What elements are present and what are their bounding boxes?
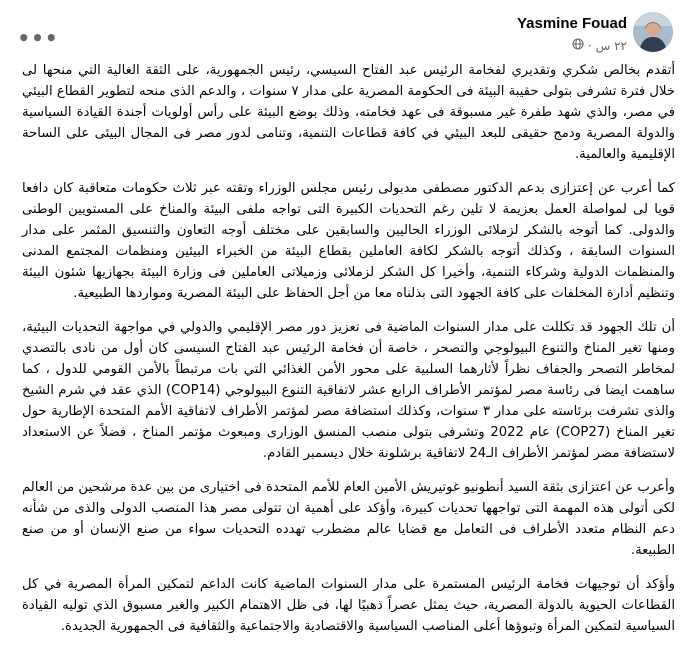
post-meta [572, 38, 627, 53]
post-text [22, 60, 675, 650]
post-time[interactable]: ٢٢ س [595, 38, 627, 53]
post-paragraph: كما أعرب عن إعتزازى بدعم الدكتور مصطفى مدبولى رئيس مجلس الوزراء وتقته عبر ثلاث حكومات متعاقبة كان دافعا قويا لى لمواصلة العمل بعزيمة لا تلين رغم التحديات الكبيرة التى تواجه ملفى البيئة والمناخ على المستويين الوطنى والدولى. كما أتوجه بالشكر لزملائى الوزراء الحاليين والسابقين على مختلف أوجه التعاون والتنسيق المثمر على مدار السنوات السابقة ، وكذلك أتوجه بالشكر لكافة العاملين بقطاع البيئة من الخبراء البيئين ومنظمات المجتمع المدنى والمنظمات الدولية وشركاء التنمية، وأخيرا كل الشكر لزملائى وزميلاتى العاملين فى وزارة البيئة بجهازيها شئون البيئة وتنظيم أدارة المخلفات على كافة الجهود التى بذلناه معا من أجل الحفاظ على البيئة المصرية ومواردها الطبيعية. [22, 181, 675, 301]
more-horizontal-icon: ••• [17, 26, 59, 50]
separator-dot: · [587, 38, 592, 53]
post-paragraph: أتقدم بخالص شكري وتقديري لفخامة الرئيس عبد الفتاح السيسي، رئيس الجمهورية، على الثقة الغالية التي منحها لى خلال فترة تشرفى بتولى حقيبة البيئة فى الحكومة المصرية على مدار ٧ سنوات ، والدعم الذى منحه لتطوير القطاع البيئي في مصر، والذي شهد طفرة غير مسبوقة فى عهد فخامته، وذلك بوضع البيئة على رأس أولويات أجندة القيادة السياسية والدولة المصرية ودمج حقيقى للبعد البيئي في كافة قطاعات التنمية، وتنامى لدور مصر فى المجال البيئى على الساحة الإقليمية والعالمية. [22, 63, 675, 162]
avatar-photo [633, 12, 673, 52]
globe-icon[interactable] [572, 38, 584, 53]
post-paragraph: وأعرب عن اعتزازى بثقة السيد أنطونيو غوتيريش الأمين العام للأمم المتحدة فى اختيارى من بين عدة مرشحين من العالم لكى أتولى هذه المهمة التى تواجهها تحديات كبيرة، وأؤكد على أهمية ان تتولى مصر هذا المنصب الدولى والذى من شأنه دعم النظام متعدد الأطراف فى التعامل مع قضايا عالم مضطرب تهدده التحديات سواء من صنع الإنسان أو من صنع الطبيعة. [22, 480, 675, 558]
author-name[interactable]: Yasmine Fouad [516, 15, 627, 32]
avatar[interactable] [633, 12, 673, 52]
post-paragraph: وأؤكد أن توجيهات فخامة الرئيس المستمرة على مدار السنوات الماضية كانت الداعم لتمكين المرأة المصرية في كل القطاعات الحيوية بالدولة المصرية، حيث يمثل عصراً ذهبيًا لها، فى ظل الاهتمام الكبير والغير مسبوق الذي توليه القيادة السياسية لتمكين المرأة وتبوؤها أعلى المناصب السياسية والاقتصادية والاجتماعية والثقافية فى الجمهورية الجديدة. [22, 577, 675, 634]
more-options-button[interactable] [17, 26, 59, 50]
post-header [0, 8, 691, 60]
post-paragraph: أن تلك الجهود قد تكللت على مدار السنوات الماضية فى تعزيز دور مصر الإقليمي والدولي في مواجهة التحديات البيئية، ومنها تغير المناخ والتنوع البيولوجي والتصحر ، خاصة أن فخامة الرئيس عبد الفتاح السيسى كان أول من نادى بالتصدي لمخاطر التصحر والجفاف نظراً لأثارهما السلبية على محور الأمن الغذائي التي بات مرتبطاً بالأمن القومي للدول ، كما ساهمت ايضا فى رئاسة مصر لمؤتمر الأطراف الرابع عشر لاتفاقية التنوع البيولوجي (COP14) الذي عقد في شرم الشيخ والذى تشرفت برئاسته على مدار ٣ سنوات، وكذلك استضافة مصر لمؤتمر الأطراف لاتفاقية الأمم المتحدة الإطارية حول تغير المناخ (COP27) عام 2022 وتشرفى بتولى منصب المنسق الوزارى ومبعوث مؤتمر المناخ ، فضلاً عن الاستعداد لاستضافة مصر لمؤتمر الأطراف الـ24 لاتفاقية برشلونة خلال ديسمبر القادم. [22, 320, 676, 461]
